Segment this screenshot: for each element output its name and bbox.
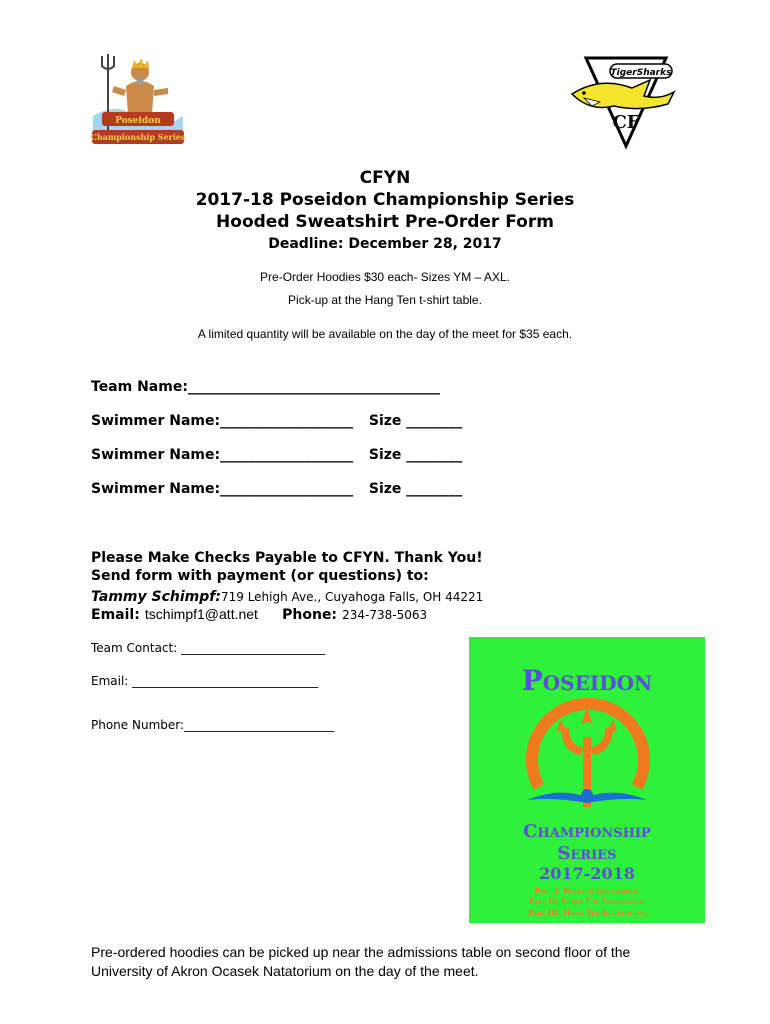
swimmer-name-label: Swimmer Name: <box>91 447 221 463</box>
poseidon-logo <box>88 46 188 146</box>
price-line: Pre-Order Hoodies $30 each- Sizes YM – AXL. <box>260 270 510 284</box>
poster-subtitle-2: Series <box>557 843 617 864</box>
size-blank[interactable]: ________ <box>406 447 463 463</box>
swimmer-name-blank[interactable]: ___________________ <box>220 413 354 429</box>
title-line-3: Hooded Sweatshirt Pre-Order Form <box>216 212 554 232</box>
team-name-label: Team Name: <box>91 379 188 395</box>
email-field[interactable]: Email: _______________________________ <box>91 674 319 688</box>
email-phone-line <box>91 604 427 623</box>
swimmer-name-blank[interactable]: ___________________ <box>220 481 354 497</box>
tigersharks-logo-text: TigerSharks <box>610 68 672 78</box>
swimmer-name-label: Swimmer Name: <box>91 413 221 429</box>
swimmer-row[interactable] <box>91 447 462 463</box>
phone-label: Phone: <box>282 607 338 623</box>
swimmer-row[interactable] <box>91 481 462 497</box>
email-label: Email: <box>91 607 140 623</box>
phone-number-field[interactable]: Phone Number:_________________________ <box>91 718 335 732</box>
poster-subtitle-1: Championship <box>523 821 651 842</box>
swimmer-name-label: Swimmer Name: <box>91 481 221 497</box>
team-name-blank[interactable]: ____________________________________ <box>187 379 440 395</box>
contact-name: Tammy Schimpf: <box>91 589 221 605</box>
deadline: Deadline: December 28, 2017 <box>268 236 502 252</box>
size-label: Size <box>368 481 402 497</box>
contact-address: 719 Lehigh Ave., Cuyahoga Falls, OH 44221 <box>220 590 484 604</box>
size-label: Size <box>368 413 402 429</box>
poster-part-2: Part II: Silver Fox Invitational <box>528 897 646 906</box>
swimmer-row[interactable] <box>91 413 462 429</box>
poster-title: Poseidon <box>521 664 653 697</box>
pickup-line: Pick-up at the Hang Ten t-shirt table. <box>288 293 482 307</box>
title-line-1: CFYN <box>359 168 411 188</box>
poseidon-poster <box>469 637 705 923</box>
send-form-line: Send form with payment (or questions) to: <box>91 568 429 584</box>
poster-part-3: Part III: Hang Ten Invitational <box>527 908 647 917</box>
tigersharks-logo-monogram: CF <box>612 112 640 133</box>
payable-line: Please Make Checks Payable to CFYN. Thank You! <box>91 550 483 566</box>
poster-years: 2017-2018 <box>539 864 635 883</box>
poseidon-logo-top-text: Poseidon <box>115 116 161 126</box>
contact-line <box>91 586 483 605</box>
title-line-2: 2017-18 Poseidon Championship Series <box>195 190 575 210</box>
phone-value: 234-738-5063 <box>342 608 428 622</box>
tigersharks-logo <box>570 56 680 151</box>
poseidon-logo-bottom-text: Championship Series <box>90 132 186 142</box>
size-label: Size <box>368 447 402 463</box>
poster-part-1: Part I: Buckeye Invitational <box>534 886 640 895</box>
team-name-row[interactable] <box>91 379 440 395</box>
footer-line-1: Pre-ordered hoodies can be picked up near the admissions table on second floor of the <box>91 944 631 960</box>
footer-line-2: University of Akron Ocasek Natatorium on the day of the meet. <box>91 963 479 979</box>
limited-line: A limited quantity will be available on the day of the meet for $35 each. <box>197 327 573 341</box>
swimmer-name-blank[interactable]: ___________________ <box>220 447 354 463</box>
email-value[interactable]: tschimpf1@att.net <box>144 606 258 622</box>
footer-note <box>91 943 691 981</box>
size-blank[interactable]: ________ <box>406 413 463 429</box>
size-blank[interactable]: ________ <box>406 481 463 497</box>
team-contact-field[interactable]: Team Contact: ________________________ <box>91 641 326 655</box>
